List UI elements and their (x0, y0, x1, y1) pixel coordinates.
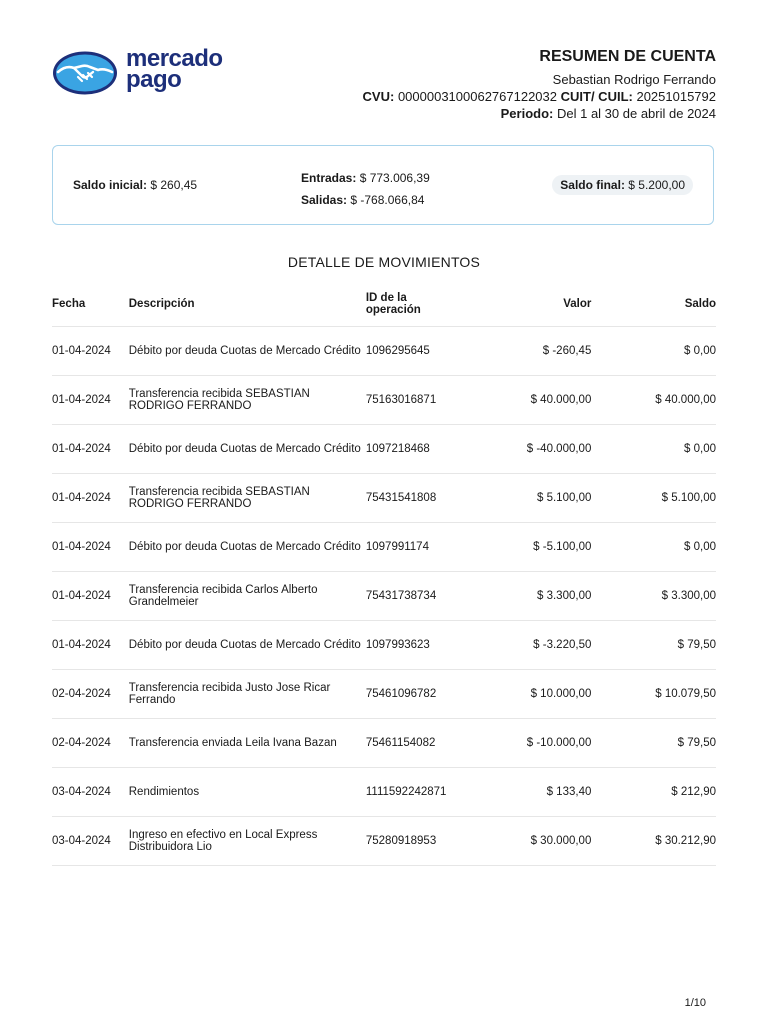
cell-id-operacion: 1097993623 (366, 621, 466, 670)
cvu-value: 0000003100062767122032 (397, 89, 557, 104)
table-row (52, 327, 716, 376)
handshake-icon (52, 50, 118, 96)
cell-descripcion: Transferencia recibida SEBASTIAN RODRIGO FERRANDO (129, 474, 366, 523)
saldo-final-label: Saldo final: (560, 178, 625, 192)
cell-saldo: $ 0,00 (591, 523, 716, 572)
cell-saldo: $ 3.300,00 (591, 572, 716, 621)
salidas-label: Salidas: (301, 193, 348, 207)
cell-id-operacion: 1096295645 (366, 327, 466, 376)
cell-saldo: $ 79,50 (591, 621, 716, 670)
header-valor: Valor (466, 282, 592, 327)
cell-fecha: 03-04-2024 (52, 768, 129, 817)
cell-valor: $ -260,45 (466, 327, 592, 376)
entradas (301, 167, 430, 189)
salidas-value: $ -768.066,84 (350, 193, 425, 207)
cell-fecha: 02-04-2024 (52, 670, 129, 719)
entradas-value: $ 773.006,39 (359, 171, 430, 185)
cell-fecha: 01-04-2024 (52, 327, 129, 376)
header-descripcion: Descripción (129, 282, 366, 327)
section-title: DETALLE DE MOVIMIENTOS (287, 254, 481, 270)
cell-id-operacion: 1111592242871 (366, 768, 466, 817)
cell-valor: $ -10.000,00 (466, 719, 592, 768)
logo-line-2: pago (126, 66, 182, 93)
cell-id-operacion: 75461096782 (366, 670, 466, 719)
cell-id-operacion: 75431738734 (366, 572, 466, 621)
cell-descripcion: Ingreso en efectivo en Local Express Distribuidora Lio (129, 817, 366, 866)
saldo-inicial-label: Saldo inicial: (73, 178, 148, 192)
cell-descripcion: Débito por deuda Cuotas de Mercado Crédito (129, 621, 366, 670)
cell-id-operacion: 1097218468 (366, 425, 466, 474)
document-header (52, 44, 716, 124)
cell-saldo: $ 212,90 (591, 768, 716, 817)
cell-saldo: $ 0,00 (591, 327, 716, 376)
saldo-final-value: $ 5.200,00 (628, 178, 685, 192)
table-row (52, 817, 716, 866)
cell-valor: $ 133,40 (466, 768, 592, 817)
cell-saldo: $ 30.212,90 (591, 817, 716, 866)
cell-id-operacion: 1097991174 (366, 523, 466, 572)
logo-line-1: mercado (126, 45, 223, 72)
cell-saldo: $ 40.000,00 (591, 376, 716, 425)
saldo-inicial (73, 178, 197, 192)
table-row (52, 670, 716, 719)
saldo-final-badge (552, 175, 693, 195)
saldo-inicial-value: $ 260,45 (150, 178, 198, 192)
cell-valor: $ 3.300,00 (466, 572, 592, 621)
header-id-line-1: ID de la (365, 292, 407, 304)
logo-wordmark (126, 45, 223, 93)
cell-fecha: 01-04-2024 (52, 621, 129, 670)
cvu-label: CVU: (362, 89, 395, 104)
periodo-value: Del 1 al 30 de abril de 2024 (556, 106, 716, 121)
table-row (52, 425, 716, 474)
cell-descripcion: Transferencia recibida Carlos Alberto Grandelmeier (129, 572, 366, 621)
periodo-line (363, 105, 716, 122)
cell-fecha: 01-04-2024 (52, 425, 129, 474)
account-info (363, 48, 716, 122)
periodo-label: Periodo: (500, 106, 554, 121)
cuit-value: 20251015792 (636, 89, 716, 104)
cell-descripcion: Transferencia recibida Justo Jose Ricar Ferrando (129, 670, 366, 719)
table-row (52, 523, 716, 572)
cell-descripcion: Débito por deuda Cuotas de Mercado Crédito (129, 425, 366, 474)
page-number: 1/10 (684, 997, 706, 1009)
balance-summary-box (52, 145, 714, 225)
table-row (52, 719, 716, 768)
cell-id-operacion: 75431541808 (366, 474, 466, 523)
cell-fecha: 01-04-2024 (52, 572, 129, 621)
cell-id-operacion: 75461154082 (366, 719, 466, 768)
cell-descripcion: Rendimientos (129, 768, 366, 817)
cell-saldo: $ 79,50 (591, 719, 716, 768)
cell-saldo: $ 5.100,00 (591, 474, 716, 523)
table-row (52, 621, 716, 670)
table-row (52, 376, 716, 425)
cell-descripcion: Transferencia recibida SEBASTIAN RODRIGO FERRANDO (129, 376, 366, 425)
cell-fecha: 01-04-2024 (52, 376, 129, 425)
cell-valor: $ -40.000,00 (466, 425, 592, 474)
document-title: RESUMEN DE CUENTA (539, 48, 716, 65)
cell-valor: $ 5.100,00 (466, 474, 592, 523)
cell-valor: $ -5.100,00 (466, 523, 592, 572)
cell-fecha: 03-04-2024 (52, 817, 129, 866)
movements-table (52, 282, 716, 866)
cell-fecha: 01-04-2024 (52, 474, 129, 523)
cell-descripcion: Transferencia enviada Leila Ivana Bazan (129, 719, 366, 768)
account-holder-name: Sebastian Rodrigo Ferrando (552, 72, 716, 87)
table-row (52, 572, 716, 621)
cell-descripcion: Débito por deuda Cuotas de Mercado Crédito (129, 523, 366, 572)
header-id-operacion (366, 282, 466, 327)
cell-id-operacion: 75280918953 (366, 817, 466, 866)
cell-fecha: 01-04-2024 (52, 523, 129, 572)
cell-valor: $ -3.220,50 (466, 621, 592, 670)
header-fecha: Fecha (52, 282, 129, 327)
table-row (52, 474, 716, 523)
cell-valor: $ 10.000,00 (466, 670, 592, 719)
table-row (52, 768, 716, 817)
cell-fecha: 02-04-2024 (52, 719, 129, 768)
cuit-label: CUIT/ CUIL: (560, 89, 633, 104)
cell-valor: $ 40.000,00 (466, 376, 592, 425)
entradas-salidas (301, 167, 430, 211)
header-saldo: Saldo (591, 282, 716, 327)
cvu-cuit-line (363, 88, 716, 105)
cell-saldo: $ 0,00 (591, 425, 716, 474)
cell-id-operacion: 75163016871 (366, 376, 466, 425)
salidas (301, 189, 430, 211)
header-id-line-2: operación (365, 304, 421, 316)
cell-descripcion: Débito por deuda Cuotas de Mercado Crédito (129, 327, 366, 376)
cell-saldo: $ 10.079,50 (591, 670, 716, 719)
table-header-row (52, 282, 716, 327)
cell-valor: $ 30.000,00 (466, 817, 592, 866)
entradas-label: Entradas: (301, 171, 357, 185)
mercado-pago-logo (52, 45, 252, 100)
